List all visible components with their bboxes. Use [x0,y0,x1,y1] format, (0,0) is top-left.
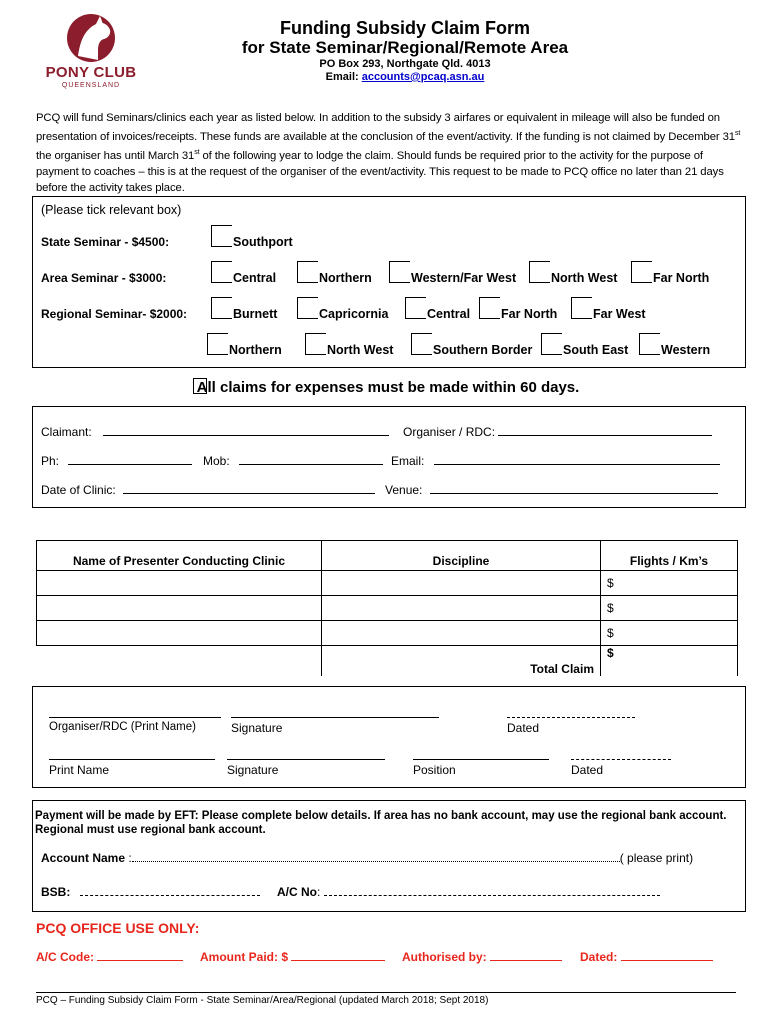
option-area-central: Central [233,271,277,285]
position-label: Position [413,763,456,777]
organiser-dated-label: Dated [507,721,540,735]
flights-cell[interactable]: $ [601,596,738,621]
option-southern-border: Southern Border [433,343,533,357]
option-area-far-north: Far North [653,271,710,285]
ac-code-label: A/C Code: [36,950,94,964]
office-dated-line [621,960,713,961]
option-area-north-west: North West [551,271,618,285]
account-name-line [132,851,620,862]
col-presenter: Name of Presenter Conducting Clinic [37,541,322,571]
organiser-dated-line[interactable] [507,717,635,718]
option-south-east: South East [563,343,629,357]
email-field[interactable] [391,454,720,468]
checkbox-regional-far-north[interactable] [479,297,500,319]
discipline-cell[interactable] [322,596,601,621]
venue-line [430,483,718,494]
bsb-label: BSB: [41,885,71,899]
footer-divider [36,992,736,993]
checkbox-western[interactable] [639,333,660,355]
account-name-label: Account Name [41,851,126,865]
table-row[interactable] [37,571,738,596]
table-row[interactable] [37,596,738,621]
option-regional-north-west: North West [327,343,394,357]
office-dated-field[interactable] [580,950,713,964]
table-header-row [37,541,738,571]
discipline-cell[interactable] [322,621,601,646]
intro-text-1: PCQ will fund Seminars/clinics each year as listed below. In addition to the subsidy 3 airfares or equivalent in mileage will also be funded on presentation of invoices/receipts. These funds are available at the conclusion of the event/activity. If the funding is not claimed by December 31 [36,112,735,143]
checkbox-area-northern[interactable] [297,261,318,283]
mob-field[interactable] [203,454,383,468]
mob-label: Mob: [203,454,230,468]
col-flights: Flights / Km’s [601,541,738,571]
state-seminar-label: State Seminar - $4500: [41,235,170,249]
option-burnett: Burnett [233,307,278,321]
option-southport: Southport [233,235,293,249]
option-regional-central: Central [427,307,471,321]
option-capricornia: Capricornia [319,307,389,321]
intro-paragraph [36,110,748,196]
acno-label: A/C No [277,885,317,899]
account-name-field[interactable]: Account Name : ( please print) [41,851,694,865]
total-row [37,646,738,677]
claimant-field[interactable] [41,425,389,439]
email-field-label: Email: [391,454,425,468]
footer-text: PCQ – Funding Subsidy Claim Form - State Seminar/Area/Regional (updated March 2018; Sept 2018) [36,995,489,1006]
presenter-cell[interactable] [37,621,322,646]
checkbox-southport[interactable] [211,225,232,247]
form-subtitle: for State Seminar/Regional/Remote Area [241,38,569,57]
organiser-label: Organiser / RDC: [403,425,496,439]
mob-line [239,454,383,465]
option-area-western: Western/Far West [411,271,517,285]
amount-paid-label: Amount Paid: $ [200,950,289,964]
ac-code-line [97,960,183,961]
dated-label: Dated [571,763,604,777]
ph-line [68,454,192,465]
presenter-table [36,540,738,676]
empty-cell [37,646,322,677]
checkbox-regional-northern[interactable] [207,333,228,355]
claimant-label: Claimant: [41,425,92,439]
checkbox-regional-north-west[interactable] [305,333,326,355]
option-area-northern: Northern [319,271,372,285]
col-discipline: Discipline [322,541,601,571]
option-far-west: Far West [593,307,646,321]
office-use-title: PCQ OFFICE USE ONLY: [36,920,200,936]
checkbox-capricornia[interactable] [297,297,318,319]
date-of-clinic-label: Date of Clinic: [41,483,116,497]
checkbox-southern-border[interactable] [411,333,432,355]
seminar-selection-box [32,196,746,368]
checkbox-area-western[interactable] [389,261,410,283]
ac-code-field[interactable] [36,950,183,964]
option-western: Western [661,343,711,357]
discipline-cell[interactable] [322,571,601,596]
checkbox-far-west[interactable] [571,297,592,319]
print-name-line[interactable] [49,759,215,760]
intro-sup-2: st [194,148,200,156]
signature-line[interactable] [227,759,385,760]
organiser-line [498,425,712,436]
authorised-by-label: Authorised by: [402,950,487,964]
authorised-by-line [490,960,562,961]
checkbox-burnett[interactable] [211,297,232,319]
print-name-label: Print Name [49,763,110,777]
logo-sub: QUEENSLAND [61,82,121,89]
amount-paid-field[interactable] [200,950,385,964]
email-line [0,71,770,83]
presenter-cell[interactable] [37,571,322,596]
checkbox-south-east[interactable] [541,333,562,355]
claimant-line [103,425,389,436]
intro-sup-1: st [734,130,741,137]
organiser-name-line[interactable] [49,717,221,718]
claims-note-text: All claims for expenses must be made within 60 days. [196,379,580,396]
venue-label: Venue: [385,483,423,497]
form-title: Funding Subsidy Claim Form [279,18,530,38]
table-row[interactable] [37,621,738,646]
tick-instruction: (Please tick relevant box) [41,203,182,217]
venue-field[interactable] [385,483,718,497]
organiser-signature-label: Signature [231,721,283,735]
office-dated-label: Dated: [580,950,618,964]
flights-cell[interactable]: $ [601,621,738,646]
claims-note [36,378,736,396]
email-link[interactable]: accounts@pcaq.asn.au [361,71,485,83]
email-label: Email: [325,71,362,83]
presenter-cell[interactable] [37,596,322,621]
regional-seminar-label: Regional Seminar- $2000: [41,307,188,321]
option-regional-northern: Northern [229,343,282,357]
organiser-signature-line[interactable] [231,717,439,718]
authorised-by-field[interactable] [402,950,562,964]
checkbox-area-central[interactable] [211,261,232,283]
option-regional-far-north: Far North [501,307,558,321]
date-of-clinic-field[interactable] [41,483,375,497]
date-of-clinic-line [123,483,375,494]
organiser-field[interactable] [403,425,712,439]
please-print-text: ( please print) [619,851,694,865]
total-claim-cell[interactable]: $ [601,646,738,677]
bsb-field[interactable] [41,885,260,899]
claimant-details-box [32,406,746,508]
signature-box [32,686,746,788]
position-line[interactable] [413,759,549,760]
bsb-line [80,885,260,896]
ph-field[interactable] [41,454,192,468]
intro-text-3: of the following year to lodge the claim. Should funds be required prior to the activity for the purpose of payment to coaches – this is at the request of the organiser of the event/activity. This request to be made to PCQ office no later than 21 days before the activity takes place. [36,149,724,194]
total-claim-label: Total Claim [322,646,601,677]
payment-text: Payment will be made by EFT: Please complete below details. If area has no bank account, may use the regional bank account. Regional must use regional bank account. [35,810,727,836]
area-seminar-label: Area Seminar - $3000: [41,271,167,285]
address: PO Box 293, Northgate Qld. 4013 [319,58,491,70]
intro-text-2: the organiser has until March 31 [36,149,195,162]
flights-cell[interactable]: $ [601,571,738,596]
email-field-line [434,454,720,465]
ph-label: Ph: [41,454,60,468]
amount-paid-line [291,960,385,961]
payment-box [32,800,746,912]
signature-label: Signature [227,763,279,777]
checkbox-regional-central[interactable] [405,297,426,319]
logo-name: PONY CLUB [45,64,137,81]
checkbox-area-north-west[interactable] [529,261,550,283]
dated-line[interactable] [571,759,671,760]
acno-field[interactable]: A/C No: [277,885,660,899]
organiser-name-label: Organiser/RDC (Print Name) [49,721,196,733]
checkbox-area-far-north[interactable] [631,261,652,283]
acno-line [324,885,660,896]
